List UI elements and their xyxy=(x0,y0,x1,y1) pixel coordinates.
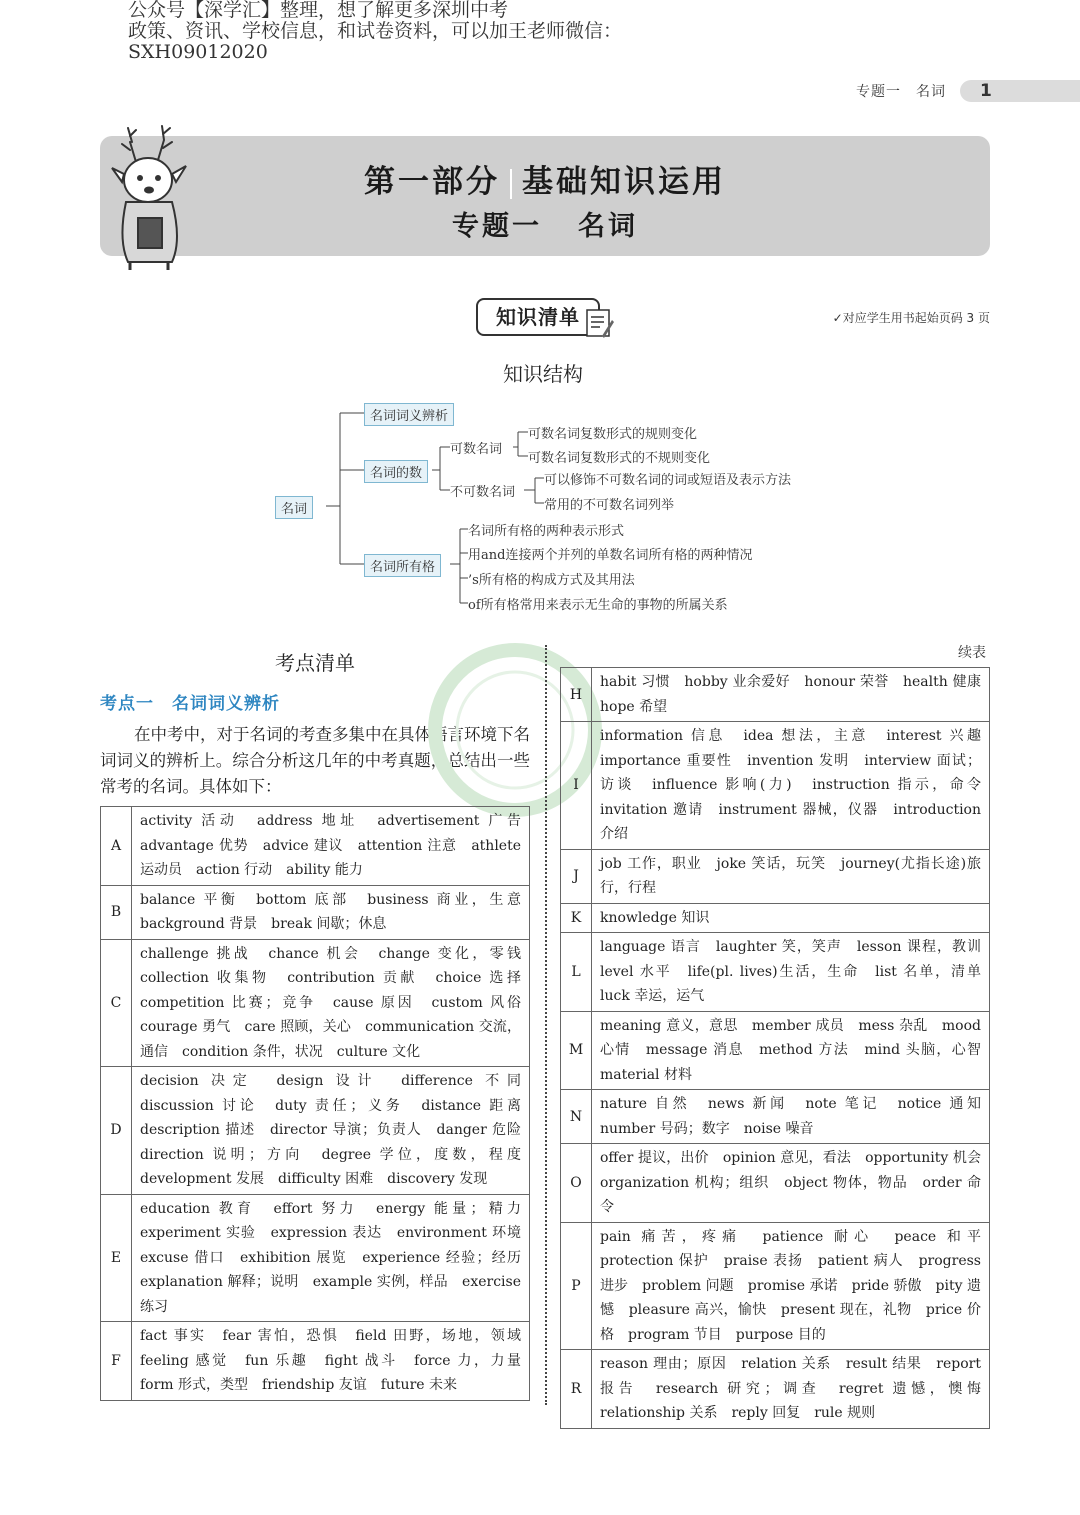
tree-node-countable: 可数名词 xyxy=(450,442,503,457)
row-words: knowledge 知识 xyxy=(592,903,990,933)
table-row xyxy=(561,903,990,933)
row-letter: A xyxy=(101,807,132,886)
row-letter: H xyxy=(561,668,592,722)
row-letter: I xyxy=(561,722,592,850)
topic-label: 专题一 xyxy=(452,211,542,242)
row-words: decision 决定 design 设计 difference 不同 discussion 讨论 duty 责任；义务 distance 距离 description 描述 director 导演；负责人 danger 危险 direction 说明；方向 degree 学位，度数，程度 development 发展 difficulty 困难 discovery 发现 xyxy=(132,1067,530,1195)
part-label: 第一部分 xyxy=(364,164,500,200)
page-reference xyxy=(833,309,990,326)
row-words: reason 理由；原因 relation 关系 result 结果 report 报告 research 研究；调查 regret 遗憾，懊悔 relationship 关系 reply 回复 rule 规则 xyxy=(592,1350,990,1429)
tree-branch-meaning: 名词词义辨析 xyxy=(364,403,454,426)
row-words: challenge 挑战 chance 机会 change 变化，零钱 collection 收集物 contribution 贡献 choice 选择 competition 比赛；竞争 cause 原因 custom 风俗 courage 勇气 care 照顾，关心 communication 交流，通信 condition 条件，状况 culture 文化 xyxy=(132,939,530,1067)
tree-leaf: 可数名词复数形式的规则变化 xyxy=(528,427,698,442)
exam-points-heading-text: 考点清单 xyxy=(275,651,355,675)
exam-points-heading xyxy=(275,647,355,676)
table-row xyxy=(101,939,530,1067)
notepad-icon xyxy=(584,306,614,340)
tree-leaf: ’s所有格的构成方式及其用法 xyxy=(468,573,635,588)
tree-leaf: of所有格常用来表示无生命的事物的所属关系 xyxy=(468,598,728,613)
page-number: 1 xyxy=(960,80,1080,102)
row-letter: L xyxy=(561,933,592,1012)
promo-line-1: 公众号【深学汇】整理，想了解更多深圳中考 xyxy=(128,0,509,21)
topic-title xyxy=(100,204,990,243)
row-words: pain 痛苦，疼痛 patience 耐心 peace 和平 protection 保护 praise 表扬 patient 病人 progress 进步 problem 问题 promise 承诺 pride 骄傲 pity 遗憾 pleasure 高兴，愉快 present 现在，礼物 price 价格 program 节目 purpose 目的 xyxy=(592,1222,990,1350)
table-row xyxy=(561,1011,990,1090)
row-words: job 工作，职业 joke 笑话，玩笑 journey(尤指长途)旅行，行程 xyxy=(592,849,990,903)
check-circle-icon: ✓ xyxy=(832,311,843,325)
row-letter: D xyxy=(101,1067,132,1195)
topic-name: 名词 xyxy=(578,211,638,242)
promo-header xyxy=(128,0,622,63)
row-words: meaning 意义，意思 member 成员 mess 杂乱 mood 心情 message 消息 method 方法 mind 头脑，心智 material 材料 xyxy=(592,1011,990,1090)
table-row xyxy=(101,885,530,939)
table-row xyxy=(561,722,990,850)
row-letter: O xyxy=(561,1144,592,1223)
running-header xyxy=(856,80,1080,102)
noun-table-right xyxy=(560,667,995,1429)
table-row xyxy=(561,1144,990,1223)
table-row xyxy=(101,1067,530,1195)
table-row xyxy=(561,668,990,722)
row-letter: E xyxy=(101,1194,132,1322)
tree-root: 名词 xyxy=(275,496,313,519)
row-words: habit 习惯 hobby 业余爱好 honour 荣誉 health 健康 hope 希望 xyxy=(592,668,990,722)
structure-heading-text: 知识结构 xyxy=(503,362,583,386)
column-divider xyxy=(545,645,547,1405)
kaodian-label: 考点一 xyxy=(100,694,154,714)
row-words: offer 提议，出价 opinion 意见，看法 opportunity 机会 organization 机构；组织 object 物体，物品 order 命令 xyxy=(592,1144,990,1223)
row-words: language 语言 laughter 笑，笑声 lesson 课程，教训 level 水平 life(pl. lives)生活，生命 list 名单，清单 luck 幸运，运气 xyxy=(592,933,990,1012)
tree-leaf: 名词所有格的两种表示形式 xyxy=(468,524,625,539)
structure-heading xyxy=(503,358,583,387)
tree-leaf: 可数名词复数形式的不规则变化 xyxy=(528,451,711,466)
promo-line-2: 政策、资讯、学校信息，和试卷资料，可以加王老师微信： xyxy=(128,20,623,42)
row-letter: R xyxy=(561,1350,592,1429)
row-letter: J xyxy=(561,849,592,903)
tree-leaf: 常用的不可数名词列举 xyxy=(544,498,675,513)
kaodian-title xyxy=(100,689,280,714)
continued-label: 续表 xyxy=(958,645,986,661)
table-row xyxy=(561,1350,990,1429)
row-letter: F xyxy=(101,1322,132,1401)
part-subtitle: 基础知识运用 xyxy=(522,164,726,200)
noun-table-left xyxy=(100,806,535,1401)
tree-node-uncountable: 不可数名词 xyxy=(450,485,516,500)
table-row xyxy=(561,1222,990,1350)
table-row xyxy=(101,1194,530,1322)
knowledge-list-badge: 知识清单 xyxy=(476,298,600,336)
row-words: information 信息 idea 想法，主意 interest 兴趣 importance 重要性 invention 发明 interview 面试；访谈 influence 影响(力) instruction 指示，命令 invitation 邀请 instrument 器械，仪器 introduction 介绍 xyxy=(592,722,990,850)
running-header-text: 专题一 名词 xyxy=(856,84,946,100)
tree-leaf: 可以修饰不可数名词的词或短语及表示方法 xyxy=(544,473,792,488)
row-words: balance 平衡 bottom 底部 business 商业，生意 background 背景 break 间歇；休息 xyxy=(132,885,530,939)
tree-branch-number: 名词的数 xyxy=(364,460,428,483)
tree-branch-possessive: 名词所有格 xyxy=(364,554,441,577)
table-row xyxy=(561,933,990,1012)
row-letter: P xyxy=(561,1222,592,1350)
part-title xyxy=(100,156,990,201)
title-banner xyxy=(100,136,990,256)
kaodian-name: 名词词义辨析 xyxy=(172,694,280,714)
tree-leaf: 用and连接两个并列的单数名词所有格的两种情况 xyxy=(468,548,753,563)
promo-line-3: SXH09012020 xyxy=(128,41,268,63)
title-divider xyxy=(510,169,512,199)
table-row xyxy=(101,1322,530,1401)
table-row xyxy=(561,849,990,903)
row-words: activity 活动 address 地址 advertisement 广告 advantage 优势 advice 建议 attention 注意 athlete 运动员 action 行动 ability 能力 xyxy=(132,807,530,886)
row-letter: M xyxy=(561,1011,592,1090)
row-letter: N xyxy=(561,1090,592,1144)
deer-mascot-icon xyxy=(106,122,196,272)
row-letter: B xyxy=(101,885,132,939)
knowledge-structure-tree xyxy=(260,395,860,620)
page-reference-text: 对应学生用书起始页码 3 页 xyxy=(842,311,990,325)
row-words: education 教育 effort 努力 energy 能量；精力 experiment 实验 expression 表达 environment 环境 excuse 借口 exhibition 展览 experience 经验；经历 explanation 解释；说明 example 实例，样品 exercise 练习 xyxy=(132,1194,530,1322)
row-words: nature 自然 news 新闻 note 笔记 notice 通知 number 号码；数字 noise 噪音 xyxy=(592,1090,990,1144)
intro-paragraph: 在中考中，对于名词的考查多集中在具体语言环境下名词词义的辨析上。综合分析这几年的中考真题，总结出一些常考的名词。具体如下： xyxy=(100,725,530,796)
row-letter: C xyxy=(101,939,132,1067)
table-row xyxy=(101,807,530,886)
table-row xyxy=(561,1090,990,1144)
row-words: fact 事实 fear 害怕，恐惧 field 田野，场地，领域 feeling 感觉 fun 乐趣 fight 战斗 force 力，力量 form 形式，类型 friendship 友谊 future 未来 xyxy=(132,1322,530,1401)
row-letter: K xyxy=(561,903,592,933)
